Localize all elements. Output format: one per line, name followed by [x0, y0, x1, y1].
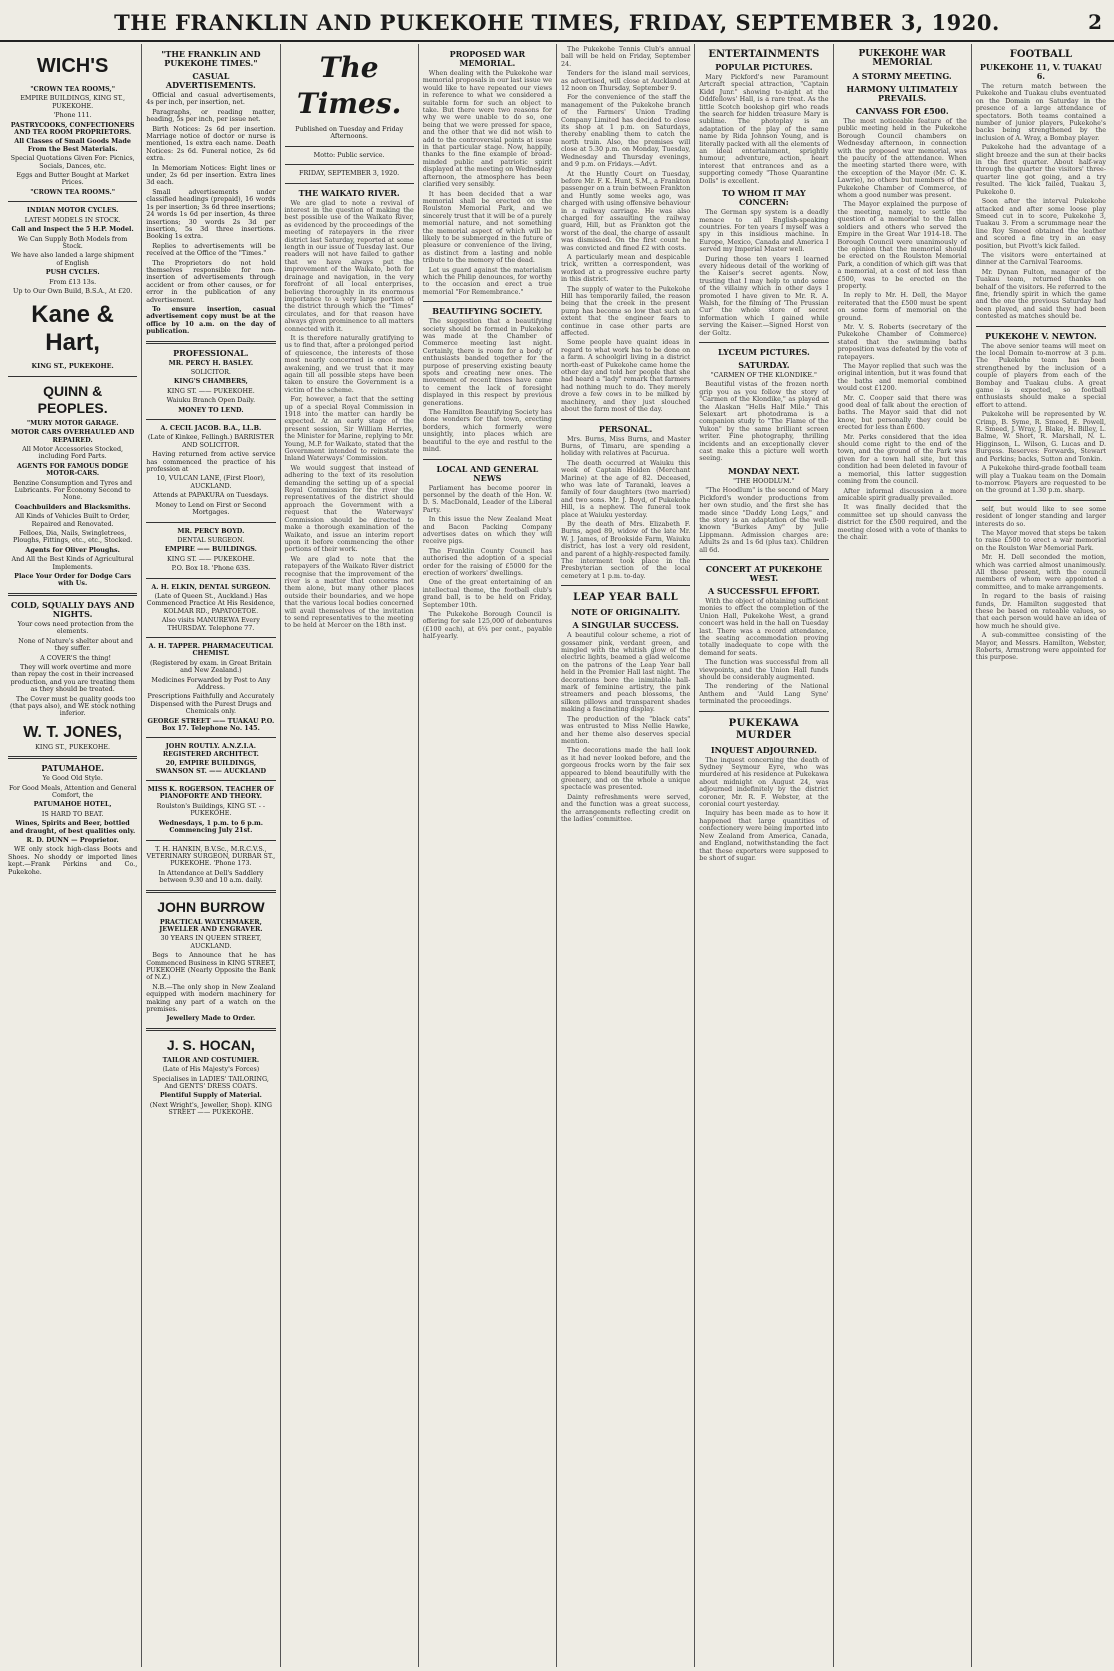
card-line: EMPIRE —— BUILDINGS. [164, 545, 257, 554]
divider [423, 301, 552, 302]
article-paragraph: The above senior teams will meet on the local Domain to-morrow at 3 p.m. The Pukekohe team has been strengthened by the inclusion of a couple of players from each of the Bombay and Tuakau clubs. A great game is expected, so football enthusiasts should make a special effort to attend. [975, 341, 1106, 409]
article-paragraph: During those ten years I learned every hideous detail of the working of the Kaiser's secret agents. Now, trusting that I may help to undo some of the villainy which in other days I promoted I have given to Mr. R. A. Walsh, for the filming of 'The Prussian Cur' the whole store of secret information which I gained while serving the Kaiser.—Signed Horst von der Goltz. [699, 254, 829, 337]
divider [976, 500, 1106, 501]
personal-title: PERSONAL. [598, 423, 653, 434]
page-number: 2 [1088, 10, 1102, 34]
rate-text: Paragraphs, or reading matter, heading, 5s per inch, per issue net. [146, 107, 276, 124]
leap-year-subtitle: NOTE OF ORIGINALITY. [571, 607, 681, 618]
card-line: Also visits MANUREWA Every THURSDAY. Telephone 77. [161, 616, 260, 632]
card-line: Prescriptions Faithfully and Accurately Dispensed with the Purest Drugs and Chemicals only. [147, 692, 275, 716]
divider [146, 1028, 275, 1031]
hocan-ad [146, 1066, 275, 1116]
card-line: A. H. ELKIN, DENTAL SURGEON. [151, 582, 271, 591]
local-news-title: LOCAL AND GENERAL NEWS [436, 463, 539, 483]
divider [146, 578, 275, 579]
ad-line: LATEST MODELS IN STOCK. [24, 215, 121, 224]
article-paragraph: The Mayor explained the purpose of the meeting, namely, to settle the question of a memorial to the fallen soldiers and others who served the Empire in the Great War 1914-18. The Borough Council were unanimously of the opinion that the memorial should be erected on the Roulston Memorial Park, a condition of which gift was that a memorial, at a cost of not less than £500, was to be erected on the property. [837, 200, 967, 290]
jones-address: KING ST., PUKEKOHE. [35, 742, 111, 751]
divider [561, 585, 690, 586]
divider [699, 559, 828, 560]
popular-pictures-article [699, 74, 828, 185]
divider [146, 890, 275, 893]
rate-text: In Memoriam Notices: Eight lines or under, 2s 6d per insertion. Extra lines 3d each. [146, 163, 276, 187]
quinn-title: QUINN & PEOPLES. [37, 382, 108, 416]
article-paragraph: It was finally decided that the committee set up should canvass the district for the £500 required, and the meeting closed with a vote of thanks to the chair. [837, 503, 967, 541]
column-3 [281, 44, 419, 1667]
ad-line: PASTRYCOOKS, CONFECTIONERS AND TEA ROOM PROPRIETORS. [10, 120, 135, 137]
card-line: Medicines Forwarded by Post to Any Address. [151, 675, 271, 691]
concert-title: CONCERT AT PUKEKOHE WEST. [705, 563, 823, 583]
article-paragraph: The German spy system is a deadly menace to all English-speaking countries. For ten years I myself was a spy in this insidious machine. In Europe, Mexico, Canada and America I served my Imperial Master well. [699, 208, 829, 254]
article-paragraph: In this issue the New Zealand Meat and Bacon Packing Company advertises dates on which they will receive pigs. [422, 515, 552, 546]
memorial-subtitle-3: CANVASS FOR £500. [855, 106, 949, 116]
lyceum-day: SATURDAY. [738, 360, 790, 370]
article-paragraph: After informal discussion a more amicable spirit gradually prevailed. [837, 486, 967, 502]
article-paragraph: The Pukekohe Tennis Club's annual ball will be held on Friday, September 24. [561, 45, 691, 68]
divider [146, 780, 275, 781]
ad-text: They will work overtime and more than repay the cost in their increased production, and you are treating them as they should be treated. [10, 662, 135, 694]
card-line: KING ST. —— PUKEKOHE. [167, 386, 255, 395]
article-paragraph: A particularly mean and despicable trick, written a correspondent, was worked at a progressive euchre party in this district. [561, 252, 691, 284]
patumahoe-ad [8, 775, 137, 876]
article-paragraph: Mary Pickford's new Paramount Artcraft special attraction, "Captain Kidd Junr." showing to-night at the Oddfellows' Hall, is a rare treat. As the little Scotch bookshop girl who reads the search for hidden treasure Mary is sublime. The photoplay is an adaptation of the play of the same name by Rida Johnson Young, and is literally packed with all the elements of an ideal entertainment, sprightly humour, adventure, action, heart interest that entrances and as a supporting comedy "Those Quarantine Dolls" is excellent. [699, 73, 829, 185]
rate-text: Birth Notices: 2s 6d per insertion. Marriage notice of doctor or nurse is mentioned, 1s extra each name. Death Notices: 2s 6d. Funeral notice, 2s 6d extra. [146, 124, 276, 163]
hocan-subtitle: TAILOR AND COSTUMIER. [162, 1055, 260, 1064]
ad-line: Special Quotations Given For: Picnics, Socials, Dances, etc. [10, 154, 135, 170]
card-line: Wednesdays, 1 p.m. to 6 p.m. Commencing July 21st. [158, 818, 263, 835]
article-paragraph: The death occurred at Waiuku this week of Captain Holden (Merchant Marine) at the age of 82. Deceased, who was late of Taranaki, leaves a family of four daughters (two married) and two sons. Mr. J. Boyd, of Pukekohe Hill, is a nephew. The funeral took place at Waiuku yesterday. [561, 458, 691, 519]
article-paragraph: The suggestion that a beautifying society should be formed in Pukekohe was made at the Chamber of Commerce meeting last night. Certainly, there is room for a body of enthusiasts banded together for the purpose of preserving existing beauty spots and creating new ones. The movement of recent times have came to cement the lack of foresight displayed in this respect by previous generations. [422, 317, 552, 407]
divider [423, 459, 552, 460]
article-paragraph: Tenders for the island mail services, as advertised, will close at Auckland at 12 noon on Thursday, September 9. [561, 69, 691, 93]
ad-line: All Classes of Small Goods Made From the Best Materials. [14, 137, 131, 153]
article-paragraph: For, however, a fact that the setting up of a special Royal Commission in 1918 into the matter can hardly be expected. At an early stage of the present session, Sir William Herries, the Minister for Marine, replying to Mr. Young, M.P. for Waikato, stated that the Government intended to reinstate the Inland Waterways' Commission. [284, 395, 414, 463]
football-title: FOOTBALL [1009, 49, 1072, 60]
ad-line: Eggs and Butter Bought at Market Prices. [16, 171, 129, 187]
article-paragraph: At the Huntly Court on Tuesday, before Mr. F. K. Hunt, S.M., a Frankton passenger on a train between Frankton and Huntly some weeks ago, was charged with using offensive behaviour in a railway carriage. He was also charged for assaulting the railway guard, Hill, but as Frankton got the worst of the deal, the charge of assault was dismissed. On the first count he was convicted and fined £2 with costs. [561, 169, 691, 252]
war-memorial-article [423, 70, 552, 296]
ad-line: Felloes, Dia, Nails, Swingletrees, Ploughs, Fittings, etc., etc., Stocked. [12, 529, 133, 545]
divider [561, 419, 690, 420]
ad-line: PUSH CYCLES. [45, 268, 100, 277]
rate-text: To ensure insertion, casual advertisement copy must be at the office by 10 a.m. on the day of publication. [146, 304, 276, 336]
article-paragraph: The inquest concerning the death of Sydney Seymour Eyre, who was murdered at his residence at Pukekawa about midnight on August 24, was adjourned indefinitely by the district coroner, Mr. R. F. Webster, at the coronial court yesterday. [699, 755, 829, 809]
ad-line: We have also landed a large shipment of English [11, 251, 135, 267]
murder-article [699, 757, 828, 863]
ad-line: All Kinds of Vehicles Built to Order, Repaired and Renovated. [15, 512, 130, 528]
burrow-ad [146, 935, 275, 1022]
ad-line: All Motor Accessories Stocked, including Ford Parts. [22, 444, 124, 461]
professional-title: PROFESSIONAL. [173, 347, 249, 358]
quinn-ad [8, 420, 137, 588]
card-line: DENTAL SURGEON. [177, 535, 245, 544]
card-line: (Registered by exam. in Great Britain and New Zealand.) [150, 658, 272, 675]
article-paragraph: The supply of water to the Pukekohe Hill has temporarily failed, the reason being that the creek in the present pump has become so low that such an extent that the engineer fears to continue in case other parts are affected. [561, 284, 691, 338]
lyceum-film: "CARMEN OF THE KLONDIKE." [710, 371, 817, 379]
ad-line: Ye Good Old Style. [42, 774, 103, 783]
rate-text: Official and casual advertisements, 4s per inch, per insertion, net. [146, 91, 276, 107]
paper-title: The Times. [296, 51, 402, 120]
columns [4, 44, 1110, 1667]
ad-line: R. D. DUNN — Proprietor. [26, 836, 119, 844]
divider [8, 756, 137, 759]
casual-ads-rates [146, 92, 275, 336]
card-line: Roulston's Buildings, KING ST. - - PUKEKOHE. [156, 801, 266, 818]
article-paragraph: It is therefore naturally gratifying to us to find that, after a prolonged period of quiescence, the interests of those most nearly concerned is once more awakening, and we trust that it may again till all possible steps have been taken to ensure the Government is a victim of the scheme. [284, 333, 414, 394]
article-paragraph: "The Hoodlum" is the second of Mary Pickford's wonder productions from her own studio, and the first she has made since "Daddy Long Legs," and the story is an adaptation of the well-known "Burkes Amy" by Julie Lippmann. Admission charges are: Adults 2s and 1s 6d (plus tax). Children all 6d. [699, 486, 829, 554]
leap-year-title: LEAP YEAR BALL [573, 592, 679, 604]
ad-line: "CROWN TEA ROOMS," [30, 85, 116, 93]
war-memorial-title: PROPOSED WAR MEMORIAL. [449, 49, 526, 68]
divider [285, 183, 414, 184]
entertainments-title: ENTERTAINMENTS [708, 49, 820, 60]
murder-title: PUKEKAWA MURDER [728, 717, 800, 741]
beautifying-title: BEAUTIFYING SOCIETY. [432, 306, 543, 317]
article-paragraph: The Pukekohe Borough Council is offering for sale 125,000 of debentures (£100 each), at 6¼ per cent., payable half-yearly. [422, 610, 552, 641]
article-paragraph: The most noticeable feature of the public meeting held in the Pukekohe Borough Council chambers on Wednesday afternoon, in connection with the proposed war memorial, was the paucity of the attendance. When the meeting started there were, with the exception of the Mayor (Mr. C. K. Lawrie), no others but members of the Pukekohe Chamber of Commerce, of whom a good number was present. [837, 117, 967, 200]
article-paragraph: Mr. H. Dell seconded the motion, which was carried almost unanimously. All those present, with the council members of whom were appointed a committee, and to make arrangements. [975, 553, 1106, 591]
card-line: SOLICITOR. [190, 368, 231, 376]
article-paragraph: Mr. Dynan Fulton, manager of the Tuakau team, returned thanks on behalf of the visitors. He referred to the fine, friendly spirit in which the game and the one the previous Saturday had been played, and said they had been contested as matches should be. [975, 267, 1106, 321]
column-5 [557, 44, 695, 1667]
card-line: A. CECIL JACOB. B.A., LL.B. [160, 424, 262, 433]
article-paragraph: The function was successful from all viewpoints, and the Union Hall funds should be considerably augmented. [699, 658, 829, 681]
ad-line: "CROWN TEA ROOMS." [30, 187, 116, 196]
column-4 [419, 44, 557, 1667]
ad-text: N.B.—The only shop in New Zealand equipped with modern machinery for making any part of a watch on the premises. [146, 982, 276, 1013]
article-paragraph: Mr. C. Cooper said that there was good deal of talk about the erection of baths. The Mayor said that did not know, but personally they could be erected for less than £600. [837, 393, 967, 432]
ad-line: Plentiful Supply of Material. [159, 1091, 262, 1100]
masthead [0, 0, 1114, 42]
card-line: A. H. TAPPER. PHARMACEUTICAL CHEMIST. [148, 641, 274, 658]
card-line: Money to Lend on First or Second Mortgages. [155, 500, 267, 517]
kane-hart-address: KING ST., PUKEKOHE. [31, 362, 114, 371]
ad-line: "MURY MOTOR GARAGE. [26, 418, 119, 427]
rate-text: Small advertisements under classified headings (prepaid), 16 words 1s per insertion; 3s 6d three insertions; 24 words 1s 6d per insertion, 4s three insertions; 30 words 2s 3d per insertion, 5s 3d three insertions. Booking 1s extra. [146, 187, 276, 241]
card-line: (Late of Kinkee, Fellingh.) BARRISTER AND SOLICITOR. [147, 433, 274, 449]
card-line: MONEY TO LEND. [178, 405, 244, 414]
article-paragraph: Pukekohe had the advantage of a slight breeze and the sun at their backs in the first quarter. About half-way through the quarter the visitors' three-quarter line got going, and a try resulted. The kick failed, Tuakau 3, Pukekohe 0. [975, 143, 1106, 196]
ad-line: Wines, Spirits and Beer, bottled and draught, of best qualities only. [10, 819, 136, 835]
rate-text: Replies to advertisements will be received at the Office of the "Times." [146, 241, 276, 258]
article-paragraph: For the convenience of the staff the management of the Pukekohe branch of the Farmers' Union Trading Company Limited has decided to close its shop at 1 p.m. on Saturdays, thereby enabling them to catch the north train. Also, the premises will close at 5.30 p.m. on Monday, Tuesday, Wednesday and Thursday evenings, and 9 p.m. on Fridays.—Advt. [561, 93, 691, 169]
article-paragraph: Some people have quaint ideas in regard to what work has to be done on a farm. A schoolgirl living in a district north-east of Pukekohe came home the other day and told her people that she had heard a "lady" remark that farmers had nothing much to do. They merely drove a few cows in to be milked by machinery, and they just slouched about the farm most of the day. [561, 338, 691, 414]
burrow-subtitle: PRACTICAL WATCHMAKER, JEWELLER AND ENGRAVER. [159, 917, 263, 933]
lyceum-article [699, 381, 828, 462]
article-paragraph: One of the great entertaining of an intellectual theme, the football club's grand ball, is to be held on Friday, September 10th. [422, 578, 552, 609]
divider [146, 419, 275, 420]
article-paragraph: The decorations made the hall look as it had never looked before, and the gorgeous frocks worn by the fair sex appeared to blend beautifully with the greenery, and on the whole a unique spectacle was presented. [561, 746, 691, 792]
news-items [561, 46, 690, 414]
card-line: T. H. HANKIN, B.V.Sc., M.R.C.V.S., VETERINARY SURGEON, DURBAR ST., PUKEKOHE. 'Phone 173. [146, 844, 276, 868]
ad-line: (Next Wright's, Jeweller, Shop). KING STREET —— PUKEKOHE. [149, 1100, 272, 1117]
ad-text: Begs to Announce that he has Commenced Business in KING STREET, PUKEKOHE (Nearly Opposite the Bank of N.Z.) [146, 951, 276, 982]
leap-year-subtitle-2: A SINGULAR SUCCESS. [572, 620, 679, 631]
memorial-title: PUKEKOHE WAR MEMORIAL [858, 49, 946, 68]
personal-article [561, 436, 690, 581]
article-paragraph: self, but would like to see some resident of longer standing and larger interests do so. [975, 504, 1106, 528]
article-paragraph: The Franklin County Council has authorised the adoption of a special order for the raising of £5000 for the erection of workers' dwellings. [422, 546, 552, 577]
article-paragraph: Mr. V. S. Roberts (secretary of the Pukekohe Chamber of Commerce) stated that the swimming baths proposition was defeated by the vote of ratepayers. [837, 322, 967, 361]
ad-text: Your cows need protection from the elements. [17, 619, 134, 636]
wich-title: WICH'S [36, 55, 109, 77]
ad-text: The Cover must be quality goods too (that pays also), and WE stock nothing inferior. [9, 694, 136, 718]
masthead-title: THE FRANKLIN AND PUKEKOHE TIMES, FRIDAY, SEPTEMBER 3, 1920. [114, 10, 1000, 35]
motor-ad [8, 207, 137, 295]
card-line: KING ST. —— PUKEKOHE. [167, 554, 255, 563]
ad-line: Jewellery Made to Order. [166, 1014, 256, 1023]
article-paragraph: The visitors were entertained at dinner at the Carnival Tearooms. [975, 250, 1106, 267]
article-paragraph: The return match between the Pukekohe and Tuakau clubs eventuated on the Domain on Saturday in the presence of a large attendance of spectators. Both teams contained a number of junior players, Pukekohe's backs being strengthened by the inclusion of A. Wray, a Bombay player. [975, 82, 1106, 142]
card-line: MR. PERCY BOYD. [177, 526, 245, 535]
article-paragraph: Dainty refreshments were served, and the function was a great success, the arrangements reflecting credit on the ladies' committee. [561, 792, 691, 823]
ad-line: Up to Our Own Build, B.S.A., At £20. [12, 286, 133, 295]
publication-days: Published on Tuesday and Friday Afternoons. [295, 125, 404, 141]
memorial-subtitle-1: A STORMY MEETING. [852, 71, 952, 81]
card-line: P.O. Box 18. 'Phone 63S. [171, 564, 251, 573]
ad-text: A COVER'S the thing! [40, 653, 112, 662]
column-7 [834, 44, 972, 1667]
ad-line: IS HARD TO BEAT. [41, 809, 104, 818]
waikato-article [285, 200, 414, 630]
divider [146, 522, 275, 523]
divider [285, 146, 414, 147]
memorial-continued [976, 506, 1106, 662]
patumahoe-title: PATUMAHOE. [41, 763, 104, 774]
concern-title: TO WHOM IT MAY CONCERN: [722, 188, 806, 208]
card-text: Having returned from active service has commenced the practice of his profession at [146, 450, 276, 474]
divider [976, 326, 1106, 327]
card-line: 10, VULCAN LANE, (First Floor), AUCKLAND. [156, 474, 266, 490]
article-paragraph: The Mayor replied that such was the original intention, but it was found that the baths and memorial combined would cost £1200. [837, 362, 967, 393]
ad-line: EMPIRE BUILDINGS, KING ST., PUKEKOHE. [20, 94, 125, 110]
card-line: In Attendance at Dell's Saddlery between 9.30 and 10 a.m. daily. [158, 868, 264, 885]
divider [285, 164, 414, 165]
monday-title: MONDAY NEXT. [728, 465, 800, 476]
article-paragraph: Mr. Perks considered that the idea should come right to the end of the town, and the ground of the Park was given for a town hall site, but this condition had been deleted in favour of a memorial, this latter suggestion coming from the council. [837, 432, 967, 486]
divider [8, 376, 137, 377]
column-2 [142, 44, 280, 1667]
murder-subtitle: INQUEST ADJOURNED. [710, 744, 817, 755]
kane-hart-title: Kane & Hart, [31, 301, 114, 357]
article-paragraph: It has been decided that a war memorial shall be erected on the Roulston Memorial Park, and we sincerely trust that it will be of a purely memorial nature, and not something the memorial aspect of which will be likely to be submerged in the future of pleasure or convenience of the living, as distinct from a lasting and noble tribute to the memory of the dead. [422, 189, 552, 265]
ad-line: MOTOR CARS OVERHAULED AND REPAIRED. [10, 428, 135, 444]
article-paragraph: By the death of Mrs. Elizabeth F. Burns, aged 89, widow of the late Mr. W. J. James, of Brookside Farm, Waiuku district, has lost a very old resident, and parent of a highly-respected family. The interment took place in the Presbyterian section of the local cemetery at 1 p.m. to-day. [561, 519, 691, 580]
ad-line: Agents for Oliver Ploughs. [25, 545, 120, 554]
concert-article [699, 598, 828, 706]
divider [699, 711, 828, 712]
divider [8, 201, 137, 202]
article-paragraph: The production of the "black cats" was entrusted to Miss Nellie Hawke, and her theme also deserves special mention. [561, 714, 691, 745]
ad-line: And All the Best Kinds of Agricultural Implements. [11, 555, 134, 571]
memorial-subtitle-2: HARMONY ULTIMATELY PREVAILS. [846, 84, 958, 103]
article-paragraph: Mrs. Burns, Miss Burns, and Master Burns, of Timaru, are spending a holiday with relatives at Pacurua. [561, 434, 691, 458]
article-paragraph: We are glad to note that the ratepayers of the Waikato River district recognise that the improvement of the river is a matter that concerns not them alone, but many other places outside their boundaries, and we hope that the various local bodies concerned will avail themselves of the invitation to send representatives to the meeting to be held at Mercer on the 18th inst. [284, 554, 414, 630]
cold-title: COLD, SQUALLY DAYS AND NIGHTS. [10, 599, 135, 619]
card-line: JOHN ROUTLY. A.N.Z.I.A. REGISTERED ARCHITECT. [162, 742, 259, 758]
article-paragraph: Parliament has become poorer in personnel by the death of the Hon. W. D. S. MacDonald, Leader of the Liberal Party. [422, 483, 552, 514]
ad-line: INDIAN MOTOR CYCLES. [26, 206, 119, 215]
article-paragraph: A Pukekohe third-grade football team will play a Tuakau team on the Domain to-morrow. Players are requested to be on the ground at 1.30 p.m. sharp. [975, 464, 1106, 495]
casual-ads-title: "THE FRANKLIN AND PUKEKOHE TIMES." [161, 49, 261, 68]
match-article [976, 83, 1106, 321]
column-1 [4, 44, 142, 1667]
divider [146, 637, 275, 638]
hocan-title: J. S. HOCAN, [166, 1036, 255, 1053]
cold-ad [8, 621, 137, 718]
leap-year-article [561, 632, 690, 823]
column-6 [695, 44, 833, 1667]
card-line: MISS K. ROGERSON. TEACHER OF PIANOFORTE AND THEORY. [147, 785, 274, 801]
divider [699, 342, 828, 343]
ad-line: We Can Supply Both Models from Stock. [17, 234, 128, 250]
divider [146, 840, 275, 841]
card-line: MR. PERCY H. BASLEY. [168, 358, 254, 367]
article-paragraph: With the object of obtaining sufficient monies to effect the completion of the Union Hall, Pukekohe West, a grand concert was held in the hall on Tuesday last. There was a record attendance, the seating accommodation proving totally inadequate to cope with the demand for seats. [699, 596, 829, 657]
match-title: PUKEKOHE 11, V. TUAKAU 6. [979, 62, 1102, 81]
popular-pictures-title: POPULAR PICTURES. [715, 62, 813, 72]
newton-article [976, 343, 1106, 495]
ad-line: AGENTS FOR FAMOUS DODGE MOTOR-CARS. [16, 461, 129, 478]
ad-line: Call and Inspect the 5 H.P. Model. [11, 225, 134, 234]
ad-line: Specialises in LADIES' TAILORING, And GENTS' DRESS COATS. [152, 1074, 269, 1091]
article-paragraph: Let us guard against the materialism which the Philip denounces, for worthy to the occasion and erect a true memorial "For Remembrance." [422, 265, 552, 296]
dateline: FRIDAY, SEPTEMBER 3, 1920. [299, 169, 400, 178]
divider [8, 593, 137, 596]
card-line: 20, EMPIRE BUILDINGS, SWANSON ST. —— AUCKLAND [155, 759, 267, 775]
card-line: Attends at PAPAKURA on Tuesdays. [153, 491, 269, 500]
monday-article [699, 487, 828, 554]
article-paragraph: Inquiry has been made as to how it happened that large quantities of confectionery were being imported into New Zealand from America, Canada, and England, notwithstanding the fact that these exporters were supposed to be short of sugar. [699, 809, 829, 862]
ad-line: Place Your Order for Dodge Cars with Us. [14, 572, 132, 588]
concern-article [699, 209, 828, 337]
memorial-article [838, 118, 967, 541]
article-paragraph: In reply to Mr. H. Dell, the Mayor reiterated that the £500 must be spent on some form of memorial on the ground. [837, 291, 967, 322]
column-8 [972, 44, 1110, 1667]
card-line: (Late of Queen St., Auckland.) Has Commenced Practice At His Residence, KOLMAR RD., PAPATOETOE. [146, 591, 276, 615]
newton-title: PUKEKOHE V. NEWTON. [985, 330, 1097, 341]
casual-ads-subtitle: CASUAL ADVERTISEMENTS. [165, 71, 256, 90]
monday-film: "THE HOODLUM." [733, 476, 795, 485]
article-paragraph: We would suggest that instead of adhering to the text of its resolution demanding the setting up of a special Royal Commission for the river the representatives of the district should approach the Government with a request that the Waterways' Commission should be directed to make a thorough examination of the Waikato, and issue an interim report upon it before commencing the other portions of their work. [284, 463, 414, 554]
article-paragraph: A beautiful colour scheme, a riot of gossamer pink, verdant green, and mingled with the whitish glow of the electric lights, beamed a glad welcome on the patrons of the Leap Year ball held in the Premier Hall last night. The decorations bore the inimitable hall-mark of feminine artistry, the pink streamers and peach blossoms, the silken pillows and transparent shades making a fascinating display. [561, 631, 691, 714]
ad-line: For Good Meals, Attention and General Comfort, the [8, 783, 137, 799]
ad-line: 'Phone 111. [53, 111, 92, 120]
card-line: KING'S CHAMBERS, [173, 377, 248, 386]
card-line: GEORGE STREET —— TUAKAU P.O. Box 17. Telephone No. 145. [147, 716, 275, 733]
wich-ad [8, 86, 137, 196]
jones-title: W. T. JONES, [23, 723, 122, 741]
ad-text: WE only stock high-class Boots and Shoes. No shoddy or imported lines kept.—Frank Perkins and Co., Pukekohe. [8, 845, 138, 876]
card-line: Waiuku Branch Open Daily. [166, 396, 256, 405]
article-paragraph: Beautiful vistas of the frozen north grip you as you follow the story of "Carmen of the Klondike," as played at the Alaskan "Hells Half Mile." This Selexart art photodrama is a companion study to "The Flame of the Yukon" by the same brilliant screen writer. Fine photography, thrilling incidents and an exceptionally clever cast make this a picture well worth seeing. [699, 380, 829, 463]
rate-text: The Proprietors do not hold themselves responsible for non-insertion of advertisements through accident or from other causes, or for error in the publication of any advertisement. [146, 258, 276, 304]
beautifying-article [423, 318, 552, 453]
divider [146, 341, 275, 344]
ad-text: None of Nature's shelter about and they suffer. [18, 636, 133, 653]
divider [146, 737, 275, 738]
burrow-title: JOHN BURROW [157, 898, 265, 915]
ad-line: PATUMAHOE HOTEL, [33, 800, 112, 809]
motto: Motto: Public service. [313, 150, 385, 159]
ad-line: Coachbuilders and Blacksmiths. [14, 502, 131, 511]
article-paragraph: Pukekohe will be represented by W. Crimp, B. Syme, R. Smeed, E. Powell, R. Smeed, J. Wray, J. Blake, H. Billey, L. Balme, W. Short, R. Marshall, N. L. Higginson, L. Wilson, G. Lucas and D. Burgess. Reserves: Forwards, Stewart and Perkins; backs, Sutton and Tonkin. [975, 410, 1106, 463]
article-paragraph: The Mayor moved that steps be taken to raise £500 to erect a war memorial on the Roulston War Memorial Park. [975, 528, 1106, 552]
ad-line: From £13 13s. [49, 277, 97, 286]
ad-line: (Late of His Majesty's Forces) [162, 1065, 260, 1074]
article-paragraph: In regard to the basis of raising funds, Dr. Hamilton suggested that these be based on rateable values, so that each person would have an idea of how much he should give. [975, 592, 1106, 630]
concert-subtitle: A SUCCESSFUL EFFORT. [708, 585, 820, 596]
article-paragraph: Soon after the interval Pukekohe attacked and after some loose play Smeed cut in to score, Pukekohe 3, Tuakau 3. From a scrummage near the line Roy Smeed obtained the leather and scored a fine try in an easy position, but Pivott's kick failed. [975, 197, 1106, 250]
article-paragraph: We are glad to note a revival of interest in the question of making the best possible use of the Waikato River, as evidenced by the proceedings of the meeting of ratepayers in the river district last Saturday, reported at some length in our issue of Tuesday last. Our readers will not have failed to gather that we have always put the improvement of the Waikato, both for drainage and navigation, in the very forefront of all local enterprises, believing thoroughly in its enormous importance to a very large portion of the district through which the "Times" circulates, and for that reason have always given prominence to all matters connected with it. [284, 198, 414, 333]
article-paragraph: The rendering of the National Anthem and 'Auld Lang Syne' terminated the proceedings. [699, 682, 829, 706]
article-paragraph: The Hamilton Beautifying Society has done wonders for that town, erecting borders, which formerly were unsightly, into places which are beautiful to the eye and restful to the mind. [422, 408, 552, 454]
ad-line: 30 YEARS IN QUEEN STREET, AUCKLAND. [160, 934, 262, 950]
article-paragraph: When dealing with the Pukekohe war memorial proposals in our last issue we would like to have repeated our views in reference to what we considered a suitable form for such an object to take. But there were two reasons for why we were unable to do so, one being that we were pressed for space, and the other that we did not wish to add to the controversial points at issue in that particular stage. Now, happily, thanks to the fine example of broad-minded public and patriotic spirit displayed at the meeting on Wednesday afternoon, the atmosphere has been clarified very sensibly. [422, 69, 552, 189]
local-news-article [423, 485, 552, 641]
article-paragraph: A sub-committee consisting of the Mayor, and Messrs. Hamilton, Webster, Roberts, Armstrong were appointed for this purpose. [975, 631, 1106, 662]
waikato-title: THE WAIKATO RIVER. [298, 187, 400, 198]
ad-line: Benzine Consumption and Tyres and Lubricants. For Economy Second to None. [13, 478, 133, 502]
professional-cards [146, 360, 275, 885]
lyceum-title: LYCEUM PICTURES. [717, 347, 810, 357]
